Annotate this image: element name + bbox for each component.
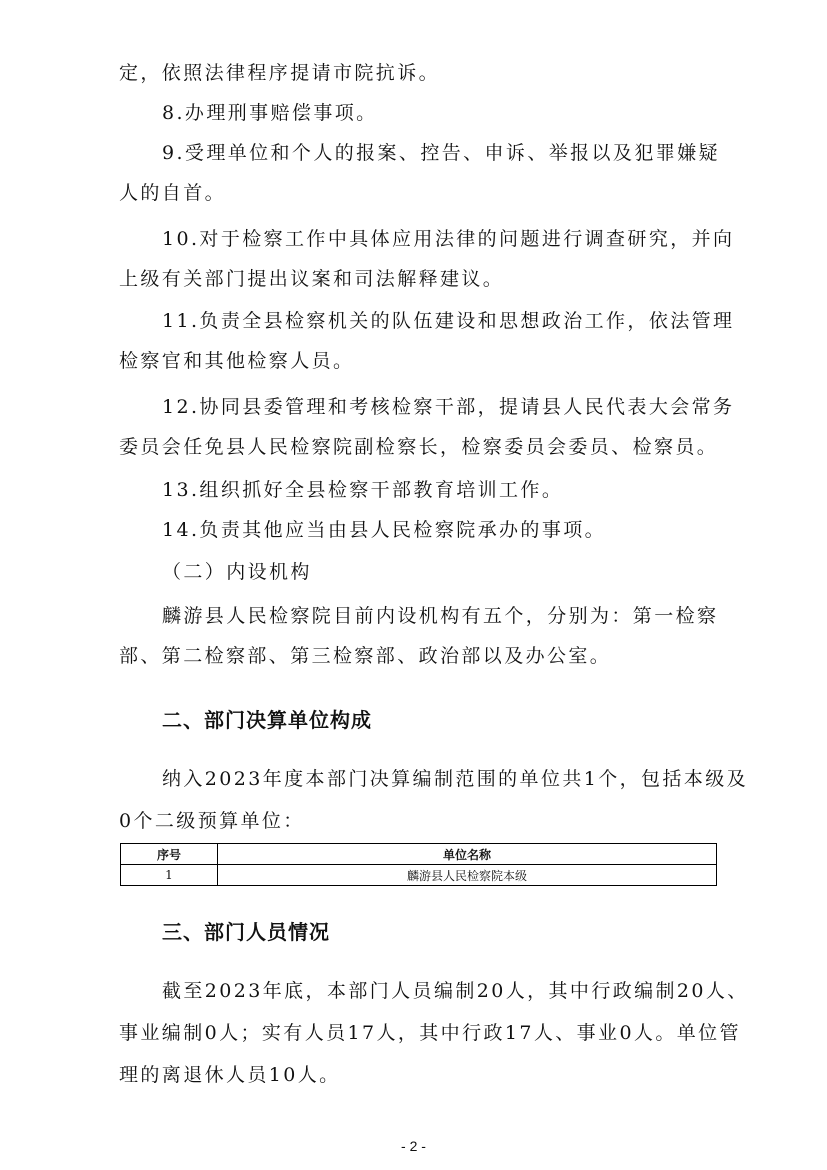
section-heading-staff: 三、部门人员情况 (162, 920, 330, 944)
text-line: 麟游县人民检察院目前内设机构有五个，分别为：第一检察 (162, 605, 719, 627)
table-row (121, 865, 717, 886)
cell-unit-name: 麟游县人民检察院本级 (218, 865, 717, 886)
text-line: 理的离退休人员10人。 (119, 1064, 341, 1086)
text-line: 事业编制0人；实有人员17人，其中行政17人、事业0人。单位管 (119, 1022, 741, 1044)
text-line: 截至2023年底，本部门人员编制20人，其中行政编制20人、 (162, 980, 749, 1002)
text-line: 12.协同县委管理和考核检察干部，提请县人民代表大会常务 (162, 396, 735, 418)
column-header-index: 序号 (121, 844, 218, 865)
text-line: 纳入2023年度本部门决算编制范围的单位共1个，包括本级及 (162, 768, 749, 790)
column-header-unit-name: 单位名称 (218, 844, 717, 865)
text-line: 人的自首。 (119, 182, 227, 204)
units-table (120, 843, 717, 886)
table-header-row (121, 844, 717, 865)
text-line: 0个二级预算单位： (119, 810, 305, 832)
text-line: 检察官和其他检察人员。 (119, 350, 355, 372)
cell-index: 1 (121, 865, 218, 886)
text-line: 上级有关部门提出议案和司法解释建议。 (119, 268, 505, 290)
text-line: 11.负责全县检察机关的队伍建设和思想政治工作，依法管理 (162, 310, 735, 332)
text-line: 部、第二检察部、第三检察部、政治部以及办公室。 (119, 645, 612, 667)
subsection-title: （二）内设机构 (162, 561, 312, 583)
text-line: 14.负责其他应当由县人民检察院承办的事项。 (162, 519, 607, 541)
page-number: - 2 - (401, 1138, 426, 1154)
text-line: 定，依照法律程序提请市院抗诉。 (119, 62, 441, 84)
text-line: 13.组织抓好全县检察干部教育培训工作。 (162, 479, 564, 501)
text-line: 10.对于检察工作中具体应用法律的问题进行调查研究，并向 (162, 228, 735, 250)
section-heading-unit-composition: 二、部门决算单位构成 (162, 708, 372, 732)
text-line: 委员会任免县人民检察院副检察长，检察委员会委员、检察员。 (119, 436, 719, 458)
text-line: 9.受理单位和个人的报案、控告、申诉、举报以及犯罪嫌疑 (162, 142, 720, 164)
text-line: 8.办理刑事赔偿事项。 (162, 102, 378, 124)
